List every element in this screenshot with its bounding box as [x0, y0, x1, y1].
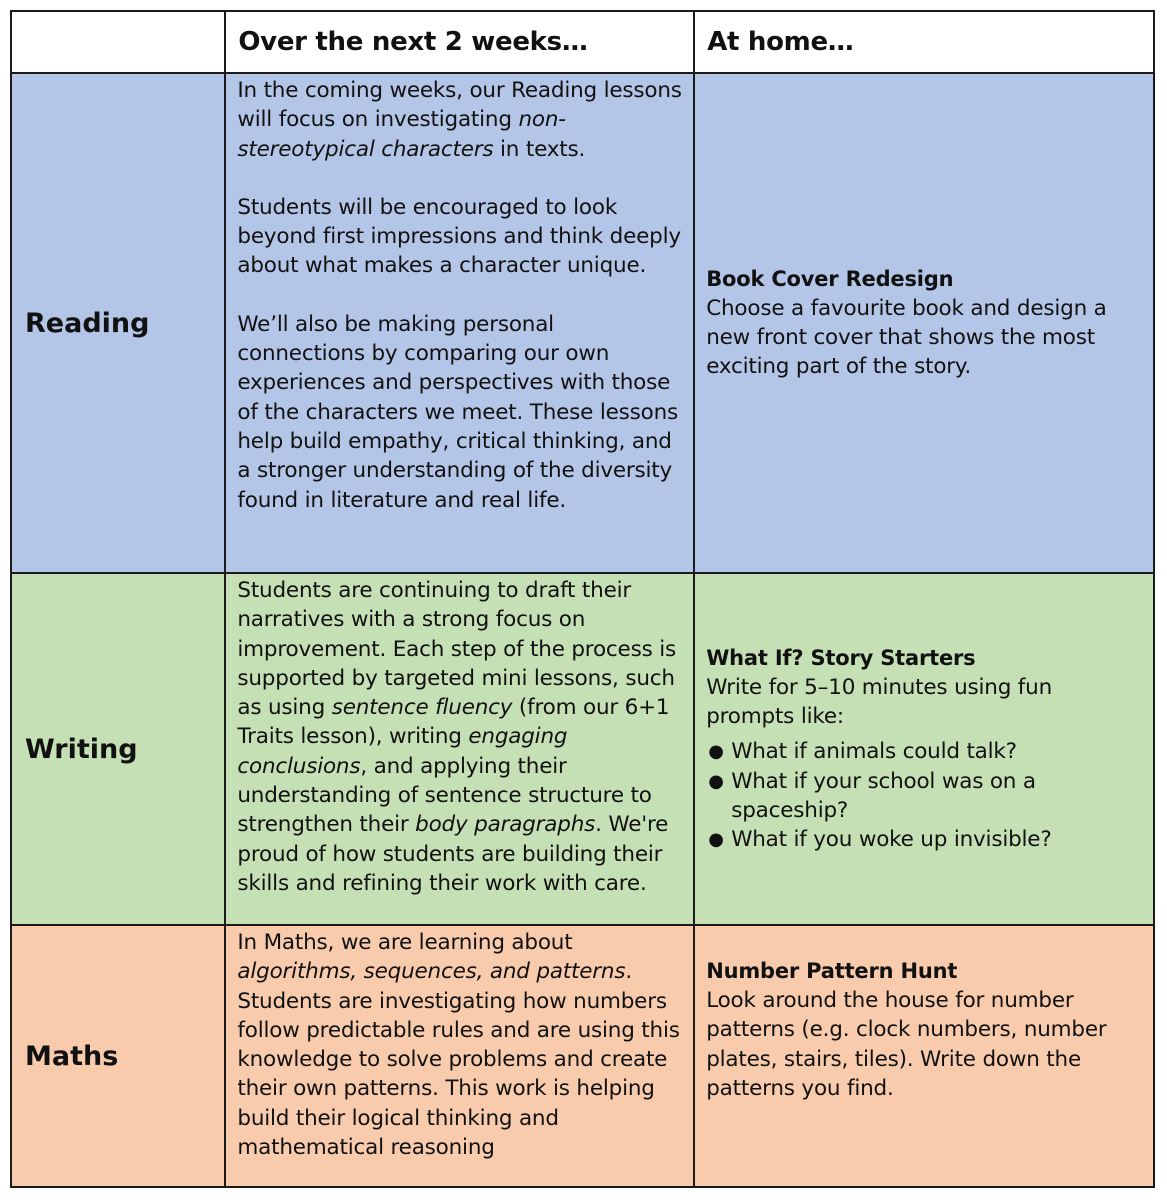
- bullet-icon: ●: [708, 741, 724, 763]
- writing-home-body: Write for 5–10 minutes using fun prompts like:: [706, 674, 1052, 729]
- reading-overview-cell: [225, 73, 694, 573]
- emphasis-text: non-stereotypical characters: [237, 107, 566, 162]
- reading-row: [11, 73, 1154, 573]
- reading-subject-cell: [11, 73, 225, 573]
- list-item: [706, 767, 1145, 826]
- writing-subject-label: Writing: [25, 733, 138, 765]
- writing-prompt-list: [706, 737, 1145, 854]
- maths-overview-cell: [225, 925, 694, 1187]
- writing-home-title: What If? Story Starters: [706, 645, 976, 670]
- list-item-text: What if you woke up invisible?: [731, 827, 1052, 853]
- emphasis-text: engaging conclusions: [237, 724, 568, 779]
- header-overview-cell: [225, 11, 694, 73]
- reading-home-cell: [694, 73, 1154, 573]
- emphasis-text: sentence fluency: [331, 695, 513, 721]
- text-run: . Students are investigating how numbers follow predictable rules and are using this knowledge to solve problems and create their own patterns. This work is helping build their logical thinking and mathematical reasoning: [237, 959, 680, 1161]
- maths-overview-paragraph: [237, 928, 685, 1162]
- maths-subject-label: Maths: [25, 1040, 119, 1072]
- reading-home-task: [695, 265, 1153, 382]
- list-item: [706, 737, 1145, 766]
- writing-overview-cell: [225, 573, 694, 925]
- writing-overview-paragraph: [237, 576, 685, 898]
- maths-row: [11, 925, 1154, 1187]
- reading-overview-paragraph: Students will be encouraged to look beyond first impressions and think deeply about what makes a character unique.: [237, 194, 681, 279]
- list-item-text: What if your school was on a spaceship?: [731, 768, 1036, 823]
- text-run: In the coming weeks, our Reading lessons will focus on investigating: [237, 78, 682, 133]
- maths-home-body: Look around the house for number patterns (e.g. clock numbers, number plates, stairs, tiles). Write down the patterns you find.: [706, 988, 1107, 1101]
- writing-home-task: [695, 644, 1153, 855]
- text-run: In Maths, we are learning about: [237, 930, 573, 955]
- weekly-plan-table: [10, 10, 1155, 1188]
- header-row: [11, 11, 1154, 73]
- reading-home-body: Choose a favourite book and design a new front cover that shows the most exciting part of the story.: [706, 295, 1107, 380]
- writing-overview-text: [226, 574, 693, 898]
- emphasis-text: body paragraphs: [415, 812, 596, 838]
- writing-home-cell: [694, 573, 1154, 925]
- header-home-label: At home…: [707, 27, 854, 57]
- text-run: (from our 6+1 Traits lesson), writing: [237, 695, 670, 750]
- reading-overview-paragraph: We’ll also be making personal connections by comparing our own experiences and perspectives with those of the characters we meet. These lessons help build empathy, critical thinking, and a stronger understanding of the diversity found in literature and real life.: [237, 311, 679, 513]
- maths-home-cell: [694, 925, 1154, 1187]
- writing-row: [11, 573, 1154, 925]
- maths-home-task: [695, 926, 1153, 1103]
- maths-home-title: Number Pattern Hunt: [706, 959, 958, 983]
- list-item: [706, 825, 1145, 854]
- reading-home-title: Book Cover Redesign: [706, 266, 954, 291]
- text-run: , and applying their understanding of sentence structure to strengthen their: [237, 753, 652, 838]
- reading-overview-text: [226, 74, 693, 515]
- bullet-icon: ●: [708, 770, 724, 792]
- reading-overview-paragraph: [237, 76, 685, 164]
- text-run: in texts.: [493, 136, 586, 162]
- reading-subject-label: Reading: [25, 307, 150, 339]
- header-home-cell: [694, 11, 1154, 73]
- maths-overview-text: [226, 926, 693, 1162]
- header-overview-label: Over the next 2 weeks…: [238, 27, 588, 57]
- writing-subject-cell: [11, 573, 225, 925]
- list-item-text: What if animals could talk?: [731, 739, 1017, 765]
- maths-subject-cell: [11, 925, 225, 1187]
- text-run: . We're proud of how students are building their skills and refining their work with care.: [237, 812, 669, 896]
- text-run: Students are continuing to draft their narratives with a strong focus on improvement. Each step of the process is supported by targeted mini lessons, such as using: [237, 578, 676, 721]
- emphasis-text: algorithms, sequences, and patterns: [237, 959, 626, 985]
- bullet-icon: ●: [708, 829, 724, 851]
- header-corner-cell: [11, 11, 225, 73]
